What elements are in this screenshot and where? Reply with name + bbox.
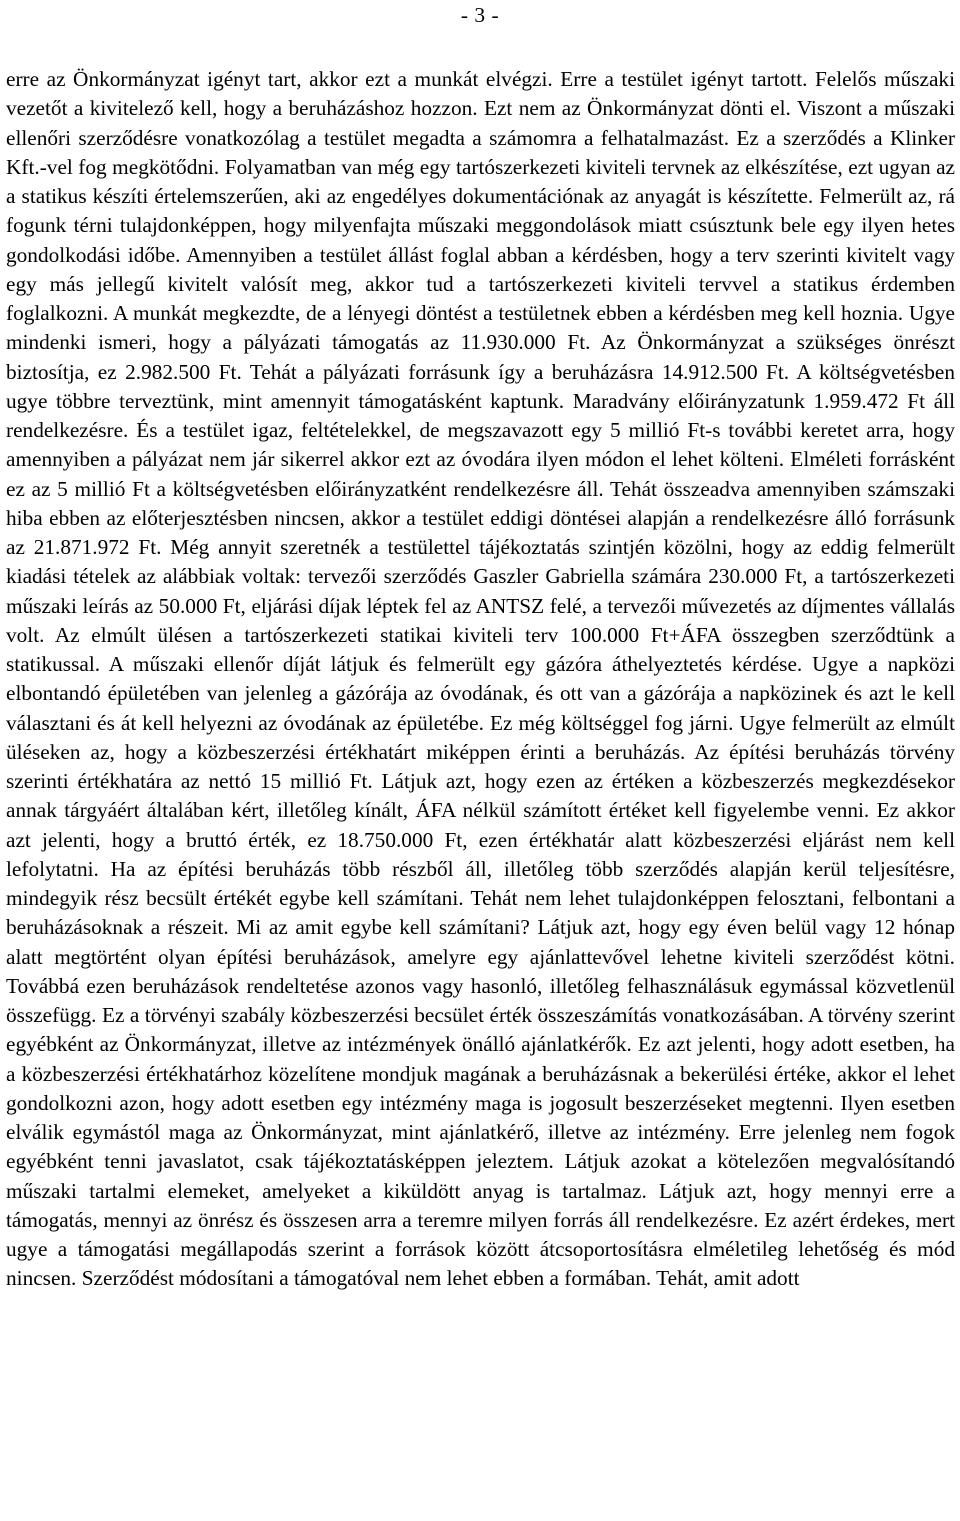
body-paragraph: erre az Önkormányzat igényt tart, akkor ezt a munkát elvégzi. Erre a testület igényt tartott. Felelős műszaki vezetőt a kivitelező kell, hogy a beruházáshoz hozzon. Ezt nem az Önkormányzat dönti el. Viszont a műszaki ellenőri szerződésre vonatkozólag a testület megadta a számomra a felhatalmazást. Ez a szerződés a Klinker Kft.-vel fog megkötődni. Folyamatban van még egy tartószerkezeti kiviteli tervnek az elkészítése, ezt ugyan az a statikus készíti értelemszerűen, aki az engedélyes dokumentációnak az anyagát is készítette. Felmerült az, rá fogunk térni tulajdonképpen, hogy milyenfajta műszaki meggondolások miatt csúsztunk bele egy ilyen hetes gondolkodási időbe. Amennyiben a testület állást foglal abban a kérdésben, hogy a terv szerinti kivitelt vagy egy más jellegű kivitelt valósít meg, akkor tud a tartószerkezeti kiviteli tervvel a statikus érdemben foglalkozni. A munkát megkezdte, de a lényegi döntést a testületnek ebben a kérdésben meg kell hoznia. Ugye mindenki ismeri, hogy a pályázati támogatás az 11.930.000 Ft. Az Önkormányzat a szükséges önrészt biztosítja, ez 2.982.500 Ft. Tehát a pályázati forrásunk így a beruházásra 14.912.500 Ft. A költségvetésben ugye többre terveztünk, mint amennyit támogatásként kaptunk. Maradvány előirányzatunk 1.959.472 Ft áll rendelkezésre. És a testület igaz, feltételekkel, de megszavazott egy 5 millió Ft-s további keretet arra, hogy amennyiben a pályázat nem jár sikerrel akkor ezt az óvodára ilyen módon el lehet költeni. Elméleti forrásként ez az 5 millió Ft a költségvetésben előirányzatként rendelkezésre áll. Tehát összeadva amennyiben számszaki hiba ebben az előterjesztésben nincsen, akkor a testület eddigi döntései alapján a rendelkezésre álló forrásunk az 21.871.972 Ft. Még annyit szeretnék a testülettel tájékoztatás szintjén közölni, hogy az eddig felmerült kiadási tételek az alábbiak voltak: tervezői szerződés Gaszler Gabriella számára 230.000 Ft, a tartószerkezeti műszaki leírás az 50.000 Ft, eljárási díjak léptek fel az ANTSZ felé, a tervezői művezetés az díjmentes vállalás volt. Az elmúlt ülésen a tartószerkezeti statikai kiviteli terv 100.000 Ft+ÁFA összegben szerződtünk a statikussal. A műszaki ellenőr díját látjuk és felmerült egy gázóra áthelyeztetés kérdése. Ugye a napközi elbontandó épületében van jelenleg a gázórája az óvodának, és ott van a gázórája a napközinek és azt le kell választani és át kell helyezni az óvodának az épületébe. Ez még költséggel fog járni. Ugye felmerült az elmúlt üléseken az, hogy a közbeszerzési értékhatárt miképpen érinti a beruházás. Az építési beruházás törvény szerinti értékhatára az nettó 15 millió Ft. Látjuk azt, hogy ezen az értéken a közbeszerzés megkezdésekor annak tárgyáért általában kért, illetőleg kínált, ÁFA nélkül számított értéket kell figyelembe venni. Ez akkor azt jelenti, hogy a bruttó érték, ez 18.750.000 Ft, ezen értékhatár alatt közbeszerzési eljárást nem kell lefolytatni. Ha az építési beruházás több részből áll, illetőleg több szerződés alapján kerül teljesítésre, mindegyik rész becsült értékét egybe kell számítani. Tehát nem lehet tulajdonképpen felosztani, felbontani a beruházásoknak a részeit. Mi az amit egybe kell számítani? Látjuk azt, hogy egy éven belül vagy 12 hónap alatt megtörtént olyan építési beruházások, amelyre egy ajánlattevővel lehetne kiviteli szerződést kötni. Továbbá ezen beruházások rendeltetése azonos vagy hasonló, illetőleg felhasználásuk egymással közvetlenül összefügg. Ez a törvényi szabály közbeszerzési becsület érték összeszámítás vonatkozásában. A törvény szerint egyébként az Önkormányzat, illetve az intézmények önálló ajánlatkérők. Ez azt jelenti, hogy adott esetben, ha a közbeszerzési értékhatárhoz közelítene mondjuk magának a beruházásnak a bekerülési értéke, akkor el lehet gondolkozni azon, hogy adott esetben egy intézmény maga is jogosult beszerzéseket megtenni. Ilyen esetben elválik egymástól maga az Önkormányzat, mint ajánlatkérő, illetve az intézmény. Erre jelenleg nem fogok egyébként tenni javaslatot, csak tájékoztatásképpen jeleztem. Látjuk azokat a kötelezően megvalósítandó műszaki tartalmi elemeket, amelyeket a kiküldött anyag is tartalmaz. Látjuk azt, hogy mennyi erre a támogatás, mennyi az önrész és összesen arra a teremre milyen forrás áll rendelkezésre. Ez azért érdekes, mert ugye a támogatási megállapodás szerint a források között átcsoportosításra elméletileg lehetőség és mód nincsen. Szerződést módosítani a támogatóval nem lehet ebben a formában. Tehát, amit adott xyxy=(6,67,955,1291)
page-number: - 3 - xyxy=(460,3,500,27)
